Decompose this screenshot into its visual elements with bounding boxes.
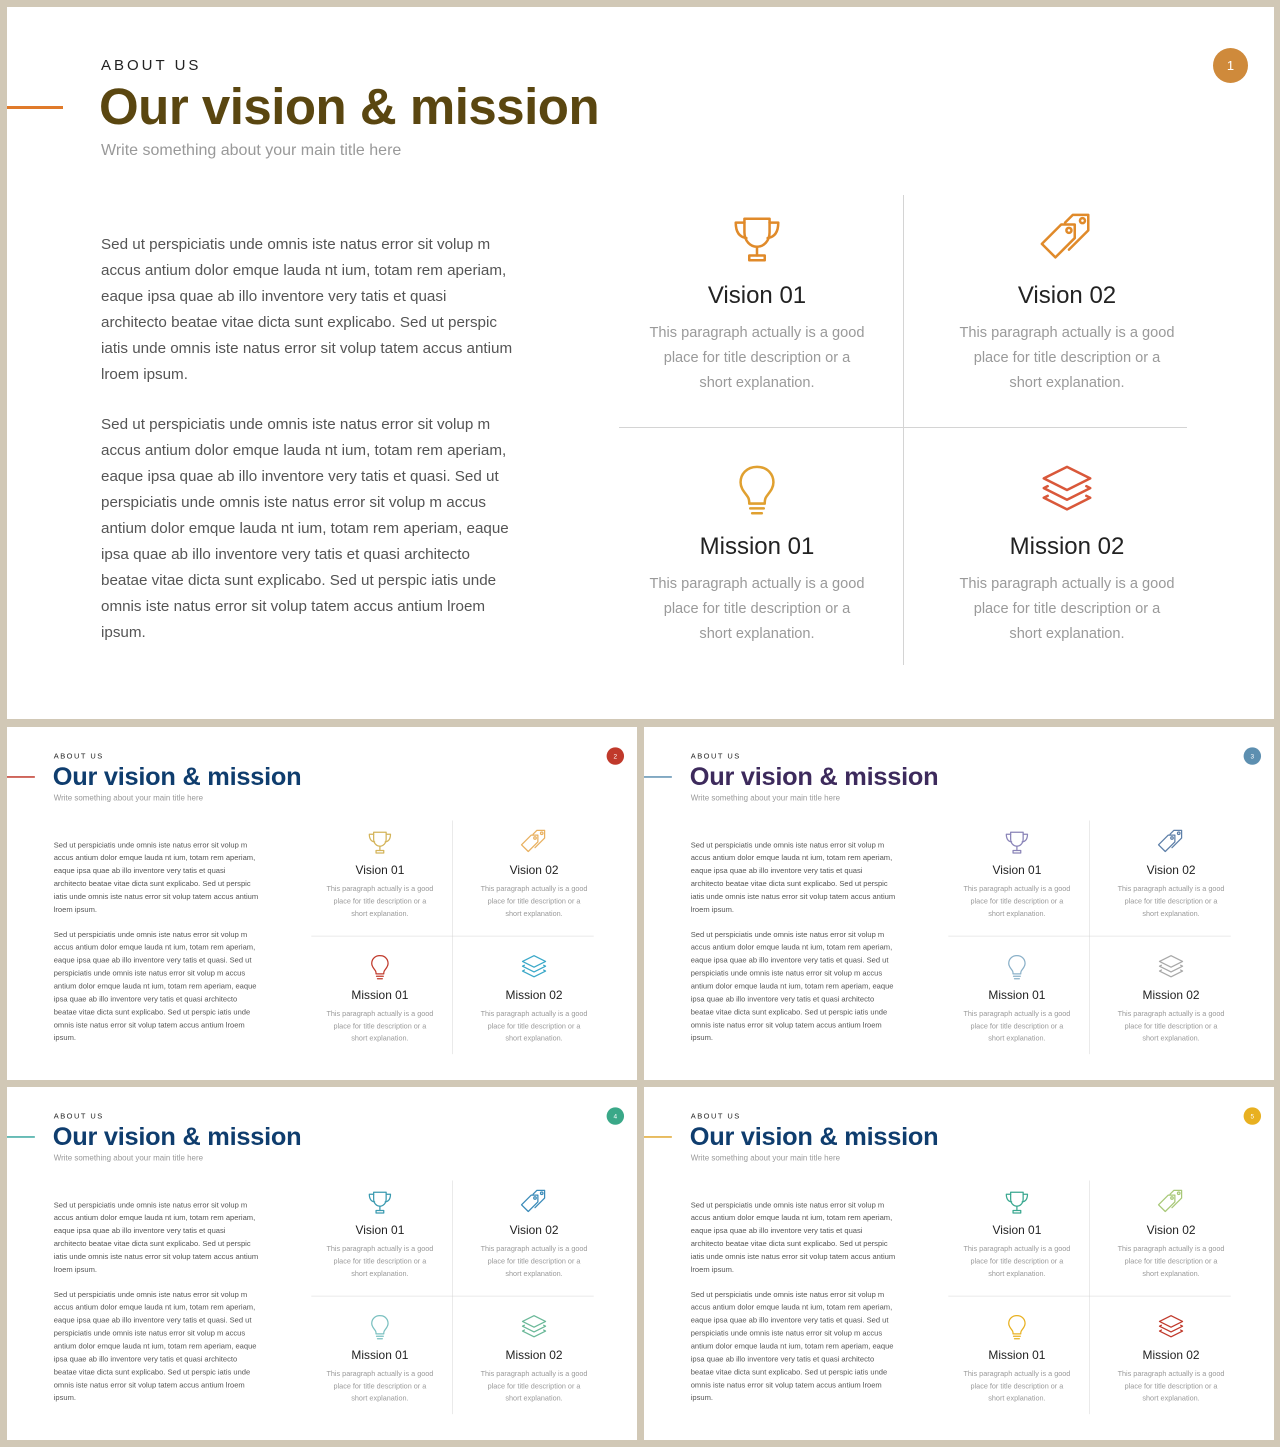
- card-title: Vision 02: [509, 1223, 559, 1238]
- layers-icon: [1157, 953, 1186, 982]
- card-description: This paragraph actually is a good place for title description or a short explanation.: [963, 1009, 1071, 1043]
- mission-01-card: [952, 953, 1081, 1045]
- mission-02-card: [469, 953, 598, 1045]
- slide-subtitle: Write something about your main title here: [53, 794, 204, 803]
- vision-01-card: [952, 828, 1081, 920]
- card-description: This paragraph actually is a good place for title description or a short explanation.: [963, 1245, 1071, 1278]
- body-paragraph-1: Sed ut perspiciatis unde omnis iste natus error sit volup m accus antium dolor emque lauda nt ium, totam rem aperiam, eaque ipsa quae ab illo inventore very tatis et quasi architecto beatae vitae dicta sunt explicabo. Sed ut perspic iatis unde omnis iste natus error sit volup tatem accus antium lroem ipsum.: [690, 840, 896, 914]
- slide-3: [644, 727, 1274, 1080]
- lightbulb-icon: [1002, 1313, 1031, 1342]
- vision-01-card: [315, 1188, 444, 1280]
- layers-icon: [1038, 462, 1096, 520]
- vision-02-card: [469, 1188, 598, 1280]
- card-description: This paragraph actually is a good place for title description or a short explanation.: [1117, 1369, 1225, 1403]
- card-description: This paragraph actually is a good place for title description or a short explanation.: [480, 1009, 588, 1043]
- layers-icon: [1157, 1313, 1186, 1342]
- vision-01-card: [627, 211, 887, 396]
- eyebrow-label: ABOUT US: [690, 751, 741, 761]
- card-description: This paragraph actually is a good place for title description or a short explanation.: [963, 885, 1071, 918]
- card-title: Vision 01: [355, 863, 405, 878]
- slide-5: [644, 1087, 1274, 1440]
- card-description: This paragraph actually is a good place for title description or a short explanation.: [649, 325, 865, 391]
- lightbulb-icon: [365, 1313, 394, 1342]
- eyebrow-label: ABOUT US: [690, 1111, 741, 1121]
- slide-title: Our vision & mission: [689, 1122, 939, 1151]
- trophy-icon: [728, 211, 786, 269]
- vision-mission-grid: [948, 1180, 1230, 1414]
- layers-icon: [520, 953, 549, 982]
- mission-02-card: [1106, 1313, 1235, 1405]
- card-title: Mission 02: [1142, 1348, 1200, 1362]
- body-paragraph-1: Sed ut perspiciatis unde omnis iste natus error sit volup m accus antium dolor emque lauda nt ium, totam rem aperiam, eaque ipsa quae ab illo inventore very tatis et quasi architecto beatae vitae dicta sunt explicabo. Sed ut perspic iatis unde omnis iste natus error sit volup tatem accus antium lroem ipsum.: [101, 236, 513, 383]
- card-description: This paragraph actually is a good place for title description or a short explanation.: [326, 1245, 434, 1278]
- body-paragraph-2: Sed ut perspiciatis unde omnis iste natus error sit volup m accus antium dolor emque lauda nt ium, totam rem aperiam, eaque ipsa quae ab illo inventore very tatis et quasi. Sed ut perspiciatis unde omnis iste natus error sit volup m accus antium dolor emque lauda nt ium, totam rem aperiam, eaque ipsa quae ab illo inventore very tatis et quasi architecto beatae vitae dicta sunt explicabo. Sed ut perspic iatis unde omnis iste natus error sit volup tatem accus antium lroem ipsum.: [690, 930, 894, 1043]
- tags-icon: [520, 828, 549, 857]
- card-title: Vision 01: [992, 1223, 1042, 1238]
- card-title: Vision 02: [1146, 1223, 1196, 1238]
- card-description: This paragraph actually is a good place for title description or a short explanation.: [480, 1369, 588, 1403]
- slide-number-badge: 4: [607, 1107, 624, 1124]
- slide-subtitle: Write something about your main title here: [101, 142, 402, 159]
- grid-divider-vertical: [903, 195, 904, 665]
- tags-icon: [1038, 211, 1096, 269]
- mission-02-card: [937, 462, 1197, 647]
- slide-number-badge: 3: [1244, 747, 1261, 764]
- card-description: This paragraph actually is a good place for title description or a short explanation.: [480, 885, 588, 918]
- layers-icon: [520, 1313, 549, 1342]
- eyebrow-label: ABOUT US: [53, 1111, 104, 1121]
- card-title: Mission 01: [988, 1348, 1046, 1362]
- card-description: This paragraph actually is a good place for title description or a short explanation.: [480, 1245, 588, 1278]
- vision-mission-grid: [619, 195, 1187, 665]
- tags-icon: [1157, 1188, 1186, 1217]
- card-description: This paragraph actually is a good place for title description or a short explanation.: [1117, 1009, 1225, 1043]
- card-title: Mission 01: [351, 1348, 409, 1362]
- card-description: This paragraph actually is a good place for title description or a short explanation.: [959, 576, 1175, 642]
- accent-line: [644, 776, 672, 777]
- card-title: Mission 02: [505, 988, 563, 1002]
- card-description: This paragraph actually is a good place for title description or a short explanation.: [963, 1369, 1071, 1403]
- grid-divider-horizontal: [619, 427, 1187, 428]
- vision-01-card: [952, 1188, 1081, 1280]
- lightbulb-icon: [728, 462, 786, 520]
- vision-mission-grid: [948, 820, 1230, 1054]
- slide-subtitle: Write something about your main title here: [690, 794, 841, 803]
- vision-02-card: [937, 211, 1197, 396]
- card-title: Mission 01: [988, 988, 1046, 1002]
- mission-02-card: [1106, 953, 1235, 1045]
- vision-02-card: [469, 828, 598, 920]
- card-title: Vision 01: [992, 863, 1042, 878]
- body-paragraph-2: Sed ut perspiciatis unde omnis iste natus error sit volup m accus antium dolor emque lauda nt ium, totam rem aperiam, eaque ipsa quae ab illo inventore very tatis et quasi. Sed ut perspiciatis unde omnis iste natus error sit volup m accus antium dolor emque lauda nt ium, totam rem aperiam, eaque ipsa quae ab illo inventore very tatis et quasi architecto beatae vitae dicta sunt explicabo. Sed ut perspic iatis unde omnis iste natus error sit volup tatem accus antium lroem ipsum.: [690, 1290, 894, 1403]
- card-title: Vision 02: [1017, 282, 1117, 309]
- card-description: This paragraph actually is a good place for title description or a short explanation.: [326, 885, 434, 918]
- slide-title: Our vision & mission: [689, 762, 939, 791]
- body-paragraph-2: Sed ut perspiciatis unde omnis iste natus error sit volup m accus antium dolor emque lauda nt ium, totam rem aperiam, eaque ipsa quae ab illo inventore very tatis et quasi. Sed ut perspiciatis unde omnis iste natus error sit volup m accus antium dolor emque lauda nt ium, totam rem aperiam, eaque ipsa quae ab illo inventore very tatis et quasi architecto beatae vitae dicta sunt explicabo. Sed ut perspic iatis unde omnis iste natus error sit volup tatem accus antium lroem ipsum.: [101, 416, 509, 641]
- mission-02-card: [469, 1313, 598, 1405]
- body-paragraph-1: Sed ut perspiciatis unde omnis iste natus error sit volup m accus antium dolor emque lauda nt ium, totam rem aperiam, eaque ipsa quae ab illo inventore very tatis et quasi architecto beatae vitae dicta sunt explicabo. Sed ut perspic iatis unde omnis iste natus error sit volup tatem accus antium lroem ipsum.: [53, 840, 259, 914]
- card-description: This paragraph actually is a good place for title description or a short explanation.: [1117, 885, 1225, 918]
- card-title: Vision 02: [1146, 863, 1196, 878]
- mission-01-card: [315, 1313, 444, 1405]
- lightbulb-icon: [1002, 953, 1031, 982]
- slide-title: Our vision & mission: [99, 78, 600, 135]
- slide-1: [7, 7, 1274, 719]
- mission-01-card: [952, 1313, 1081, 1405]
- card-title: Mission 01: [699, 533, 815, 560]
- vision-02-card: [1106, 1188, 1235, 1280]
- trophy-icon: [1002, 828, 1031, 857]
- accent-line: [7, 1136, 35, 1137]
- card-title: Vision 01: [355, 1223, 405, 1238]
- card-description: This paragraph actually is a good place for title description or a short explanation.: [959, 325, 1175, 391]
- card-title: Mission 02: [1142, 988, 1200, 1002]
- slide-number-badge: 1: [1213, 48, 1248, 83]
- card-title: Mission 01: [351, 988, 409, 1002]
- slide-title: Our vision & mission: [52, 1122, 302, 1151]
- card-description: This paragraph actually is a good place for title description or a short explanation.: [649, 576, 865, 642]
- card-title: Vision 02: [509, 863, 559, 878]
- vision-02-card: [1106, 828, 1235, 920]
- body-paragraph-1: Sed ut perspiciatis unde omnis iste natus error sit volup m accus antium dolor emque lauda nt ium, totam rem aperiam, eaque ipsa quae ab illo inventore very tatis et quasi architecto beatae vitae dicta sunt explicabo. Sed ut perspic iatis unde omnis iste natus error sit volup tatem accus antium lroem ipsum.: [53, 1200, 259, 1274]
- body-paragraph-2: Sed ut perspiciatis unde omnis iste natus error sit volup m accus antium dolor emque lauda nt ium, totam rem aperiam, eaque ipsa quae ab illo inventore very tatis et quasi. Sed ut perspiciatis unde omnis iste natus error sit volup m accus antium dolor emque lauda nt ium, totam rem aperiam, eaque ipsa quae ab illo inventore very tatis et quasi architecto beatae vitae dicta sunt explicabo. Sed ut perspic iatis unde omnis iste natus error sit volup tatem accus antium lroem ipsum.: [53, 930, 257, 1043]
- card-description: This paragraph actually is a good place for title description or a short explanation.: [326, 1009, 434, 1043]
- card-title: Mission 02: [1009, 533, 1125, 560]
- body-paragraph-2: Sed ut perspiciatis unde omnis iste natus error sit volup m accus antium dolor emque lauda nt ium, totam rem aperiam, eaque ipsa quae ab illo inventore very tatis et quasi. Sed ut perspiciatis unde omnis iste natus error sit volup m accus antium dolor emque lauda nt ium, totam rem aperiam, eaque ipsa quae ab illo inventore very tatis et quasi architecto beatae vitae dicta sunt explicabo. Sed ut perspic iatis unde omnis iste natus error sit volup tatem accus antium lroem ipsum.: [53, 1290, 257, 1403]
- slide-title: Our vision & mission: [52, 762, 302, 791]
- accent-line: [644, 1136, 672, 1137]
- mission-01-card: [627, 462, 887, 647]
- lightbulb-icon: [365, 953, 394, 982]
- trophy-icon: [1002, 1188, 1031, 1217]
- eyebrow-label: ABOUT US: [53, 751, 104, 761]
- accent-line: [7, 776, 35, 777]
- slide-subtitle: Write something about your main title here: [690, 1154, 841, 1163]
- tags-icon: [520, 1188, 549, 1217]
- card-title: Mission 02: [505, 1348, 563, 1362]
- vision-mission-grid: [311, 1180, 593, 1414]
- slide-number-badge: 5: [1244, 1107, 1261, 1124]
- slide-2: [7, 727, 637, 1080]
- vision-01-card: [315, 828, 444, 920]
- accent-line: [7, 106, 63, 109]
- slide-4: [7, 1087, 637, 1440]
- card-description: This paragraph actually is a good place for title description or a short explanation.: [326, 1369, 434, 1403]
- trophy-icon: [365, 1188, 394, 1217]
- mission-01-card: [315, 953, 444, 1045]
- tags-icon: [1157, 828, 1186, 857]
- card-description: This paragraph actually is a good place for title description or a short explanation.: [1117, 1245, 1225, 1278]
- card-title: Vision 01: [707, 282, 807, 309]
- slide-number-badge: 2: [607, 747, 624, 764]
- slide-subtitle: Write something about your main title here: [53, 1154, 204, 1163]
- trophy-icon: [365, 828, 394, 857]
- body-paragraph-1: Sed ut perspiciatis unde omnis iste natus error sit volup m accus antium dolor emque lauda nt ium, totam rem aperiam, eaque ipsa quae ab illo inventore very tatis et quasi architecto beatae vitae dicta sunt explicabo. Sed ut perspic iatis unde omnis iste natus error sit volup tatem accus antium lroem ipsum.: [690, 1200, 896, 1274]
- vision-mission-grid: [311, 820, 593, 1054]
- eyebrow-label: ABOUT US: [101, 57, 202, 74]
